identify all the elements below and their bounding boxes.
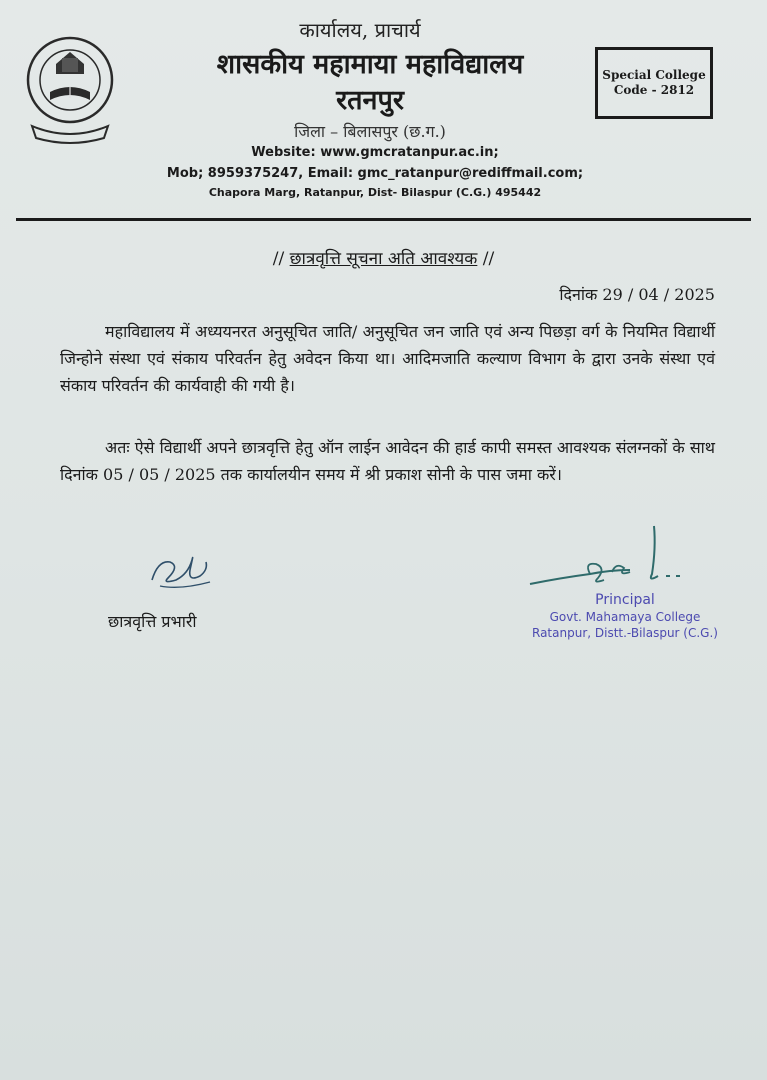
office-line: कार्यालय, प्राचार्य — [299, 18, 421, 42]
notice-paragraph-1: महाविद्यालय में अध्ययनरत अनुसूचित जाति/ अनुसूचित जन जाति एवं अन्य पिछड़ा वर्ग के नियमित विद्यार्थी जिन्होने संस्था एवं संकाय परिवर्तन हेतु अवेदन किया था। आदिमजाति कल्याण विभाग के द्वारा उनके संस्था एवं संकाय परिवर्तन की कार्यवाही की गयी है। — [60, 322, 715, 395]
college-emblem-icon — [24, 34, 116, 146]
college-contact: Mob; 8959375247, Email: gmc_ratanpur@rediffmail.com; — [166, 166, 584, 181]
notice-title-suffix: // — [477, 249, 495, 269]
header-divider — [16, 218, 751, 221]
notice-title-prefix: // — [272, 249, 290, 269]
incharge-signature-icon — [140, 540, 220, 600]
notice-title — [0, 246, 767, 269]
code-box-line1: Special College — [602, 68, 706, 82]
notice-title-text: छात्रवृत्ति सूचना अति आवश्यक — [289, 249, 478, 269]
stamp-place: Ratanpur, Distt.-Bilaspur (C.G.) — [532, 626, 718, 640]
notice-date: दिनांक 29 / 04 / 2025 — [559, 285, 715, 304]
college-address: Chapora Marg, Ratanpur, Dist- Bilaspur (C.G.) 495442 — [208, 186, 542, 199]
stamp-college: Govt. Mahamaya College — [549, 610, 701, 624]
code-box-line2: Code - 2812 — [613, 83, 695, 97]
college-city: रतनपुर — [336, 85, 404, 116]
notice-paragraph-2: अतः ऐसे विद्यार्थी अपने छात्रवृत्ति हेतु ऑन लाईन आवेदन की हार्ड कापी समस्त आवश्यक संलग्नकों के साथ दिनांक 05 / 05 / 2025 तक कार्यालयीन समय में श्री प्रकाश सोनी के पास जमा करें। — [60, 438, 715, 484]
college-name: शासकीय महामाया महाविद्यालय — [216, 49, 524, 80]
scholarship-incharge-label: छात्रवृत्ति प्रभारी — [108, 612, 197, 631]
college-district: जिला – बिलासपुर (छ.ग.) — [294, 122, 446, 141]
college-website: Website: www.gmcratanpur.ac.in; — [251, 145, 499, 160]
special-college-code-box — [595, 47, 713, 119]
stamp-title: Principal — [595, 592, 655, 608]
principal-stamp — [505, 592, 745, 640]
